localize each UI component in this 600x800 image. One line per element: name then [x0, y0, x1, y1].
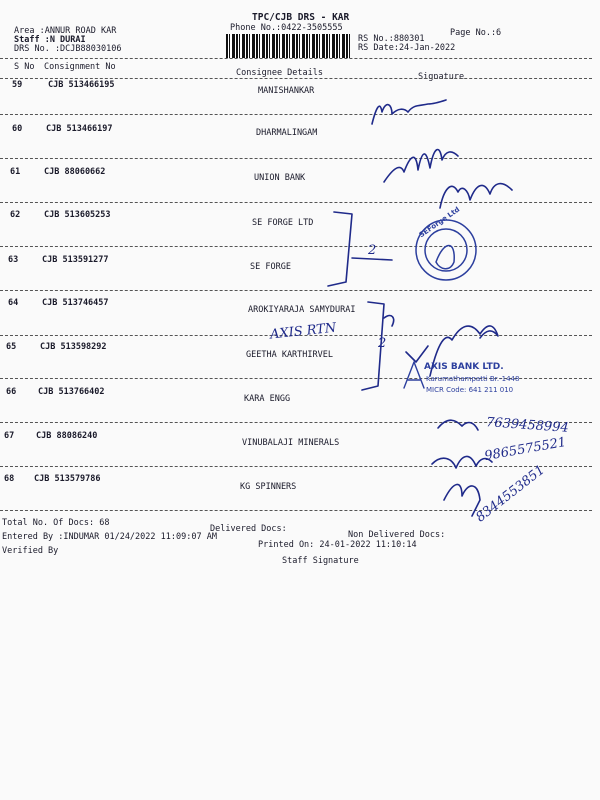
row-sno: 68 [4, 474, 15, 484]
rs-date: RS Date:24-Jan-2022 [358, 43, 456, 53]
row-sno: 61 [10, 167, 21, 177]
row-consignment: CJB 513766402 [38, 387, 105, 397]
signature-row-61 [440, 184, 512, 208]
row-sno: 65 [6, 342, 17, 352]
row-sno: 66 [6, 387, 17, 397]
area-field: Area :ANNUR ROAD KAR [14, 26, 117, 36]
col-sno: S No [14, 62, 35, 72]
col-signature: Signature [418, 72, 465, 82]
axis-bank-branch: Karumathampatti Br.-1448 [426, 375, 520, 383]
row-consignee: VINUBALAJI MINERALS [242, 438, 340, 448]
signature-row-59 [372, 100, 446, 124]
non-delivered-docs: Non Delivered Docs: [348, 530, 446, 540]
row-consignment: CJB 513591277 [42, 255, 109, 265]
row-consignee: MANISHANKAR [258, 86, 315, 96]
row-consignment: CJB 88060662 [44, 167, 106, 177]
page-number: Page No.:6 [450, 28, 502, 38]
row-consignee: SE FORGE LTD [252, 218, 314, 228]
phone-row-68: 9865575521 [483, 434, 568, 465]
row-consignment: CJB 513579786 [34, 474, 101, 484]
mark-row-63-number: 2 [368, 243, 377, 258]
row-sno: 60 [12, 124, 23, 134]
row-consignee: UNION BANK [254, 173, 306, 183]
delivered-docs: Delivered Docs: [210, 524, 287, 534]
row-consignee: KARA ENGG [244, 394, 291, 404]
axis-bank-micr: MICR Code: 641 211 010 [426, 386, 514, 394]
row-consignment: CJB 513466197 [46, 124, 113, 134]
signature-row-67 [438, 420, 478, 430]
row-sno: 62 [10, 210, 21, 220]
se-forge-stamp-text: SEForge Ltd [417, 205, 462, 240]
tick-row-65 [406, 346, 428, 362]
row-sno: 64 [8, 298, 19, 308]
row-consignment: CJB 513466195 [48, 80, 115, 90]
row-consignee: SE FORGE [250, 262, 291, 272]
signature-row-60 [384, 150, 458, 182]
row-sno: 59 [12, 80, 23, 90]
row-consignee: AROKIYARAJA SAMYDURAI [248, 305, 356, 315]
total-docs: Total No. Of Docs: 68 [2, 518, 110, 528]
bracket-row-62 [328, 212, 352, 286]
signature-row-68 [432, 456, 492, 468]
printed-on: Printed On: 24-01-2022 11:10:14 [258, 540, 417, 550]
drs-number: DRS No. :DCJB88030106 [14, 44, 122, 54]
tick-row-64 [384, 316, 394, 326]
row-sno: 63 [8, 255, 19, 265]
row-consignment: CJB 513598292 [40, 342, 107, 352]
verified-by: Verified By [2, 546, 59, 556]
axis-bank-name: AXIS BANK LTD. [424, 362, 504, 372]
staff-field: Staff :N DURAI [14, 35, 86, 45]
phone-number: Phone No.:0422-3505555 [230, 23, 343, 33]
row-consignment: CJB 513746457 [42, 298, 109, 308]
phone-row-67: 7639458994 [485, 415, 570, 436]
note-row-65: AXIS RTN [269, 320, 338, 343]
mark-row-63 [352, 258, 392, 260]
entered-by: Entered By :INDUMAR 01/24/2022 11:09:07 AM [2, 532, 217, 542]
rs-number: RS No.:880301 [358, 34, 425, 44]
axis-bank-stamp [404, 362, 424, 388]
report-title: TPC/CJB DRS - KAR [252, 12, 350, 23]
row-consignee: GEETHA KARTHIRVEL [246, 350, 333, 360]
row-consignee: KG SPINNERS [240, 482, 297, 492]
mark-row-65-number: 2 [378, 336, 387, 351]
row-sno: 67 [4, 431, 15, 441]
row-consignment: CJB 88086240 [36, 431, 98, 441]
row-consignment: CJB 513605253 [44, 210, 111, 220]
col-details: Consignee Details [236, 68, 323, 78]
col-consignment: Consignment No [44, 62, 116, 72]
phone-row-68b: 8344553851 [473, 462, 548, 526]
row-consignee: DHARMALINGAM [256, 128, 318, 138]
staff-signature-label: Staff Signature [282, 556, 359, 566]
